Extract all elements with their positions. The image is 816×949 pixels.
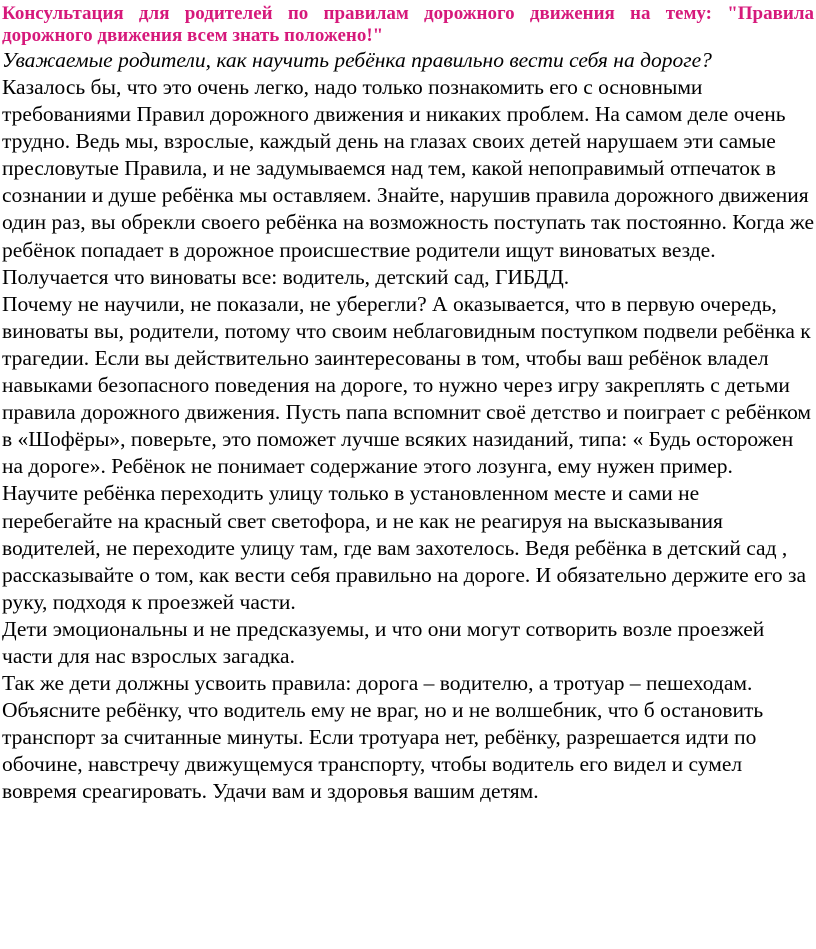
- paragraph-children-unpredictable: Дети эмоциональны и не предсказуемы, и что они могут сотворить возле проезжей части для нас взрослых загадка.: [2, 616, 765, 668]
- paragraph-road-rules: Так же дети должны усвоить правила: дорога – водителю, а тротуар – пешеходам. Объясните ребёнку, что водитель ему не враг, но и не волшебник, что б остановить транспорт за считанные минуты. Если тротуара нет, ребёнку, разрешается идти по обочине, навстречу движущемуся транспорту, чтобы водитель его видел и сумел вовремя среагировать. Удачи вам и здоровья вашим детям.: [2, 671, 764, 804]
- paragraph-intro: Казалось бы, что это очень легко, надо только познакомить его с основными требованиями Правил дорожного движения и никаких проблем. На самом деле очень трудно. Ведь мы, взрослые, каждый день на глазах своих детей нарушаем эти самые пресловутые Правила, и не задумываемся над тем, какой непоправимый отпечаток в сознании и душе ребёнка мы оставляем. Знайте, нарушив правила дорожного движения один раз, вы обрекли своего ребёнка на возможность поступать так постоянно. Когда же ребёнок попадает в дорожное происшествие родители ищут виноватых везде. Получается что виноваты все: водитель, детский сад, ГИБДД.: [2, 75, 814, 289]
- document-page: [2, 0, 814, 806]
- paragraph-responsibility: Почему не научили, не показали, не уберегли? А оказывается, что в первую очередь, виноваты вы, родители, потому что своим неблаговидным поступком подвели ребёнка к трагедии. Если вы действительно заинтересованы в том, чтобы ваш ребёнок владел навыками безопасного поведения на дороге, то нужно через игру закреплять с детьми правила дорожного движения. Пусть папа вспомнит своё детство и поиграет с ребёнком в «Шофёры», поверьте, это поможет лучше всяких назиданий, типа: « Будь осторожен на дороге». Ребёнок не понимает содержание этого лозунга, ему нужен пример. Научите ребёнка переходить улицу только в установленном месте и сами не перебегайте на красный свет светофора, и не как не реагируя на высказывания водителей, не переходите улицу там, где вам захотелось. Ведя ребёнка в детский сад , рассказывайте о том, как вести себя правильно на дороге. И обязательно держите его за руку, подходя к проезжей части.: [2, 291, 812, 614]
- document-title: Консультация для родителей по правилам дорожного движения на тему: "Правила дорожного движения всем знать положено!": [2, 3, 814, 46]
- lead-question: Уважаемые родители, как научить ребёнка правильно вести себя на дороге?: [2, 48, 712, 72]
